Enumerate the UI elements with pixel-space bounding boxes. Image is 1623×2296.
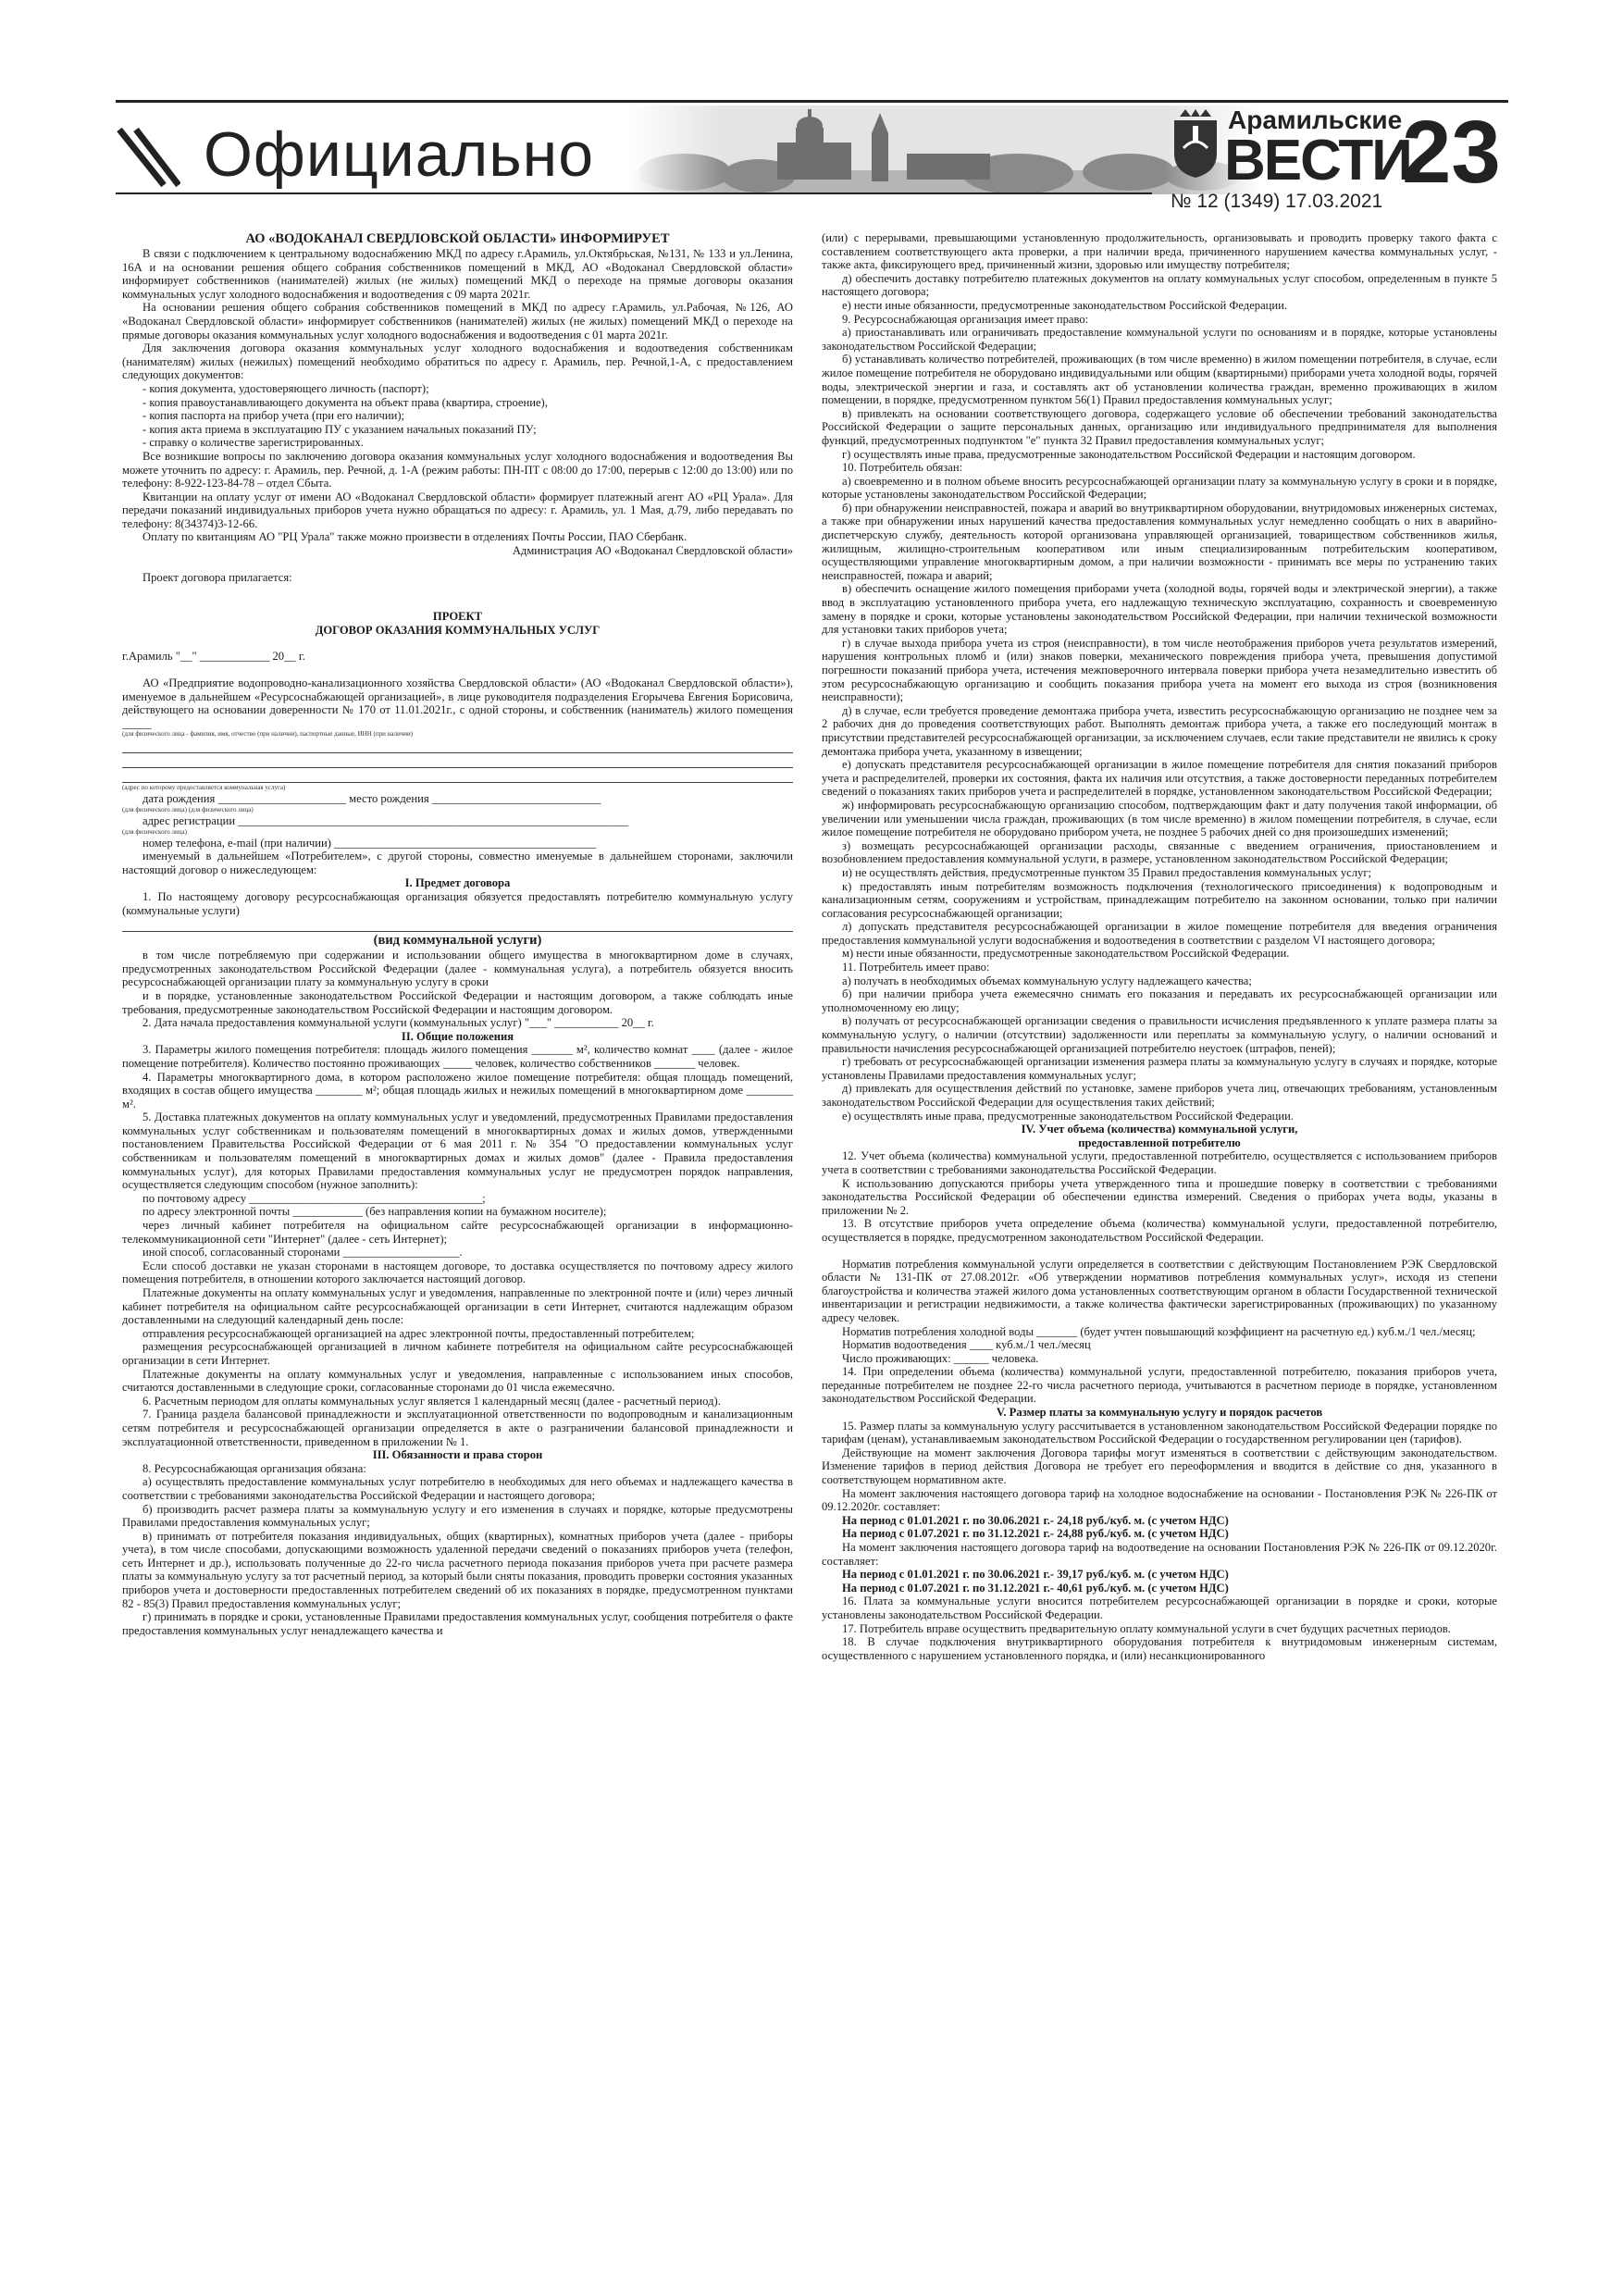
- paragraph: 10. Потребитель обязан:: [842, 461, 963, 475]
- paragraph: в) обеспечить оснащение жилого помещения приборами учета (холодной воды, горячей воды и электрической энергии), а также ввод в эксплуатацию установленного прибора учета, его надлежащую техническую эксплуатацию, сохранность и своевременную замену в порядке и сроки, которые установлены законодательством Российской Федерации, при наличии технической возможности для установки таких приборов учета;: [822, 582, 1497, 637]
- paragraph: Норматив потребления холодной воды _______ (будет учтен повышающий коэффициент на расчетную ед.) куб.м./1 чел./месяц;: [842, 1324, 1476, 1338]
- paragraph: 14. При определении объема (количества) коммунальной услуги, предоставленной потребителю, показания приборов учета, переданные потребителем не позднее 22-го числа расчетного периода, учитываются в расчетном периоде в порядке, установленном законодательством Российской Федерации.: [822, 1365, 1497, 1406]
- paragraph: в) привлекать на основании соответствующего договора, содержащего условие об обеспечении требований законодательства Российской Федерации о защите персональных данных, организацию или индивидуального предпринимателя для выполнения функций, предусмотренных подпунктом "е" пункта 32 Правил предоставления коммунальных услуг;: [822, 406, 1497, 447]
- paragraph: 4. Параметры многоквартирного дома, в котором расположено жилое помещение потребителя: общая площадь помещений, входящих в состав общего имущества ________ м²; общая площадь жилых и нежилых помещений в многоквартирном доме ________ м².: [122, 1070, 793, 1111]
- paragraph: На момент заключения настоящего договора тариф на водоотведение на основании Постановления РЭК № 226-ПК от 09.12.2020г. составляет:: [822, 1541, 1497, 1568]
- paragraph: г) принимать в порядке и сроки, установленные Правилами предоставления коммунальных услуг, сообщения потребителя о факте предоставления коммунальных услуг ненадлежащего качества и: [122, 1610, 793, 1637]
- paragraph: и в порядке, установленные законодательством Российской Федерации и настоящим договором, а также соблюдать иные требования, предусмотренные законодательством Российской Федерации и настоящим договором.: [122, 988, 793, 1016]
- paragraph: г) осуществлять иные права, предусмотренные законодательством Российской Федерации и настоящим договором.: [842, 447, 1416, 461]
- paragraph: к) предоставлять иным потребителям возможность подключения (технологического присоединения) к водопроводным и канализационным сетям, сооружениям и устройствам, принадлежащим потребителю на законном основании, только при наличии согласования ресурсоснабжающей организации;: [822, 879, 1497, 920]
- paragraph: 5. Доставка платежных документов на оплату коммунальных услуг и уведомлений, предусмотренных Правилами предоставления коммунальных услуг собственникам и пользователям помещений в многоквартирных домах и жилых домов, утвержденными постановлением Правительства Российской Федерации от 6 мая 2011 г. № 354 "О предоставлении коммунальных услуг собственникам и пользователям помещений в многоквартирных домах и жилых домов" (далее - Правила предоставления коммунальных услуг), для которых Правилами предоставления коммунальных услуг не предусмотрен порядок направления, осуществляется следующим способом (нужное заполнить):: [122, 1111, 793, 1192]
- signature-line: Администрация АО «Водоканал Свердловской области»: [512, 544, 793, 558]
- paragraph: адрес регистрации ___________________________________________________________________: [142, 814, 629, 827]
- paragraph: по адресу электронной почты ____________ (без направления копии на бумажном носителе);: [142, 1205, 607, 1219]
- tariff-line: На период с 01.01.2021 г. по 30.06.2021 г.- 39,17 руб./куб. м. (с учетом НДС): [842, 1568, 1229, 1582]
- paragraph: а) получать в необходимых объемах коммунальную услугу надлежащего качества;: [842, 974, 1252, 987]
- issue-info: № 12 (1349) 17.03.2021: [1171, 191, 1383, 212]
- paragraph: именуемый в дальнейшем «Потребителем», с другой стороны, совместно именуемые в дальнейшем сторонами, заключили настоящий договор о нижеследующем:: [122, 850, 793, 876]
- paragraph: по почтовому адресу ________________________________________;: [142, 1191, 486, 1205]
- paragraph: Платежные документы на оплату коммунальных услуг и уведомления, направленные по электронной почте и (или) через личный кабинет потребителя на официальном сайте ресурсоснабжающей организации в сети Интернет, считаются надлежащим образом доставленными на следующий календарный день после:: [122, 1286, 793, 1327]
- blank-fill-line: [122, 770, 793, 783]
- notice-heading: АО «ВОДОКАНАЛ СВЕРДЛОВСКОЙ ОБЛАСТИ» ИНФОРМИРУЕТ: [245, 231, 670, 246]
- notice-heading: (вид коммунальной услуги): [373, 933, 542, 949]
- header-top-rule: [116, 100, 1508, 103]
- paragraph: 3. Параметры жилого помещения потребителя: площадь жилого помещения _______ м², количество комнат ____ (далее - жилое помещение потребителя). Количество постоянно проживающих _____ человек, количество собственников _______ человек.: [122, 1043, 793, 1070]
- tariff-line: На период с 01.07.2021 г. по 31.12.2021 г.- 40,61 руб./куб. м. (с учетом НДС): [842, 1581, 1229, 1595]
- header-bottom-rule: [116, 192, 1152, 194]
- paragraph: Действующие на момент заключения Договора тарифы могут изменяться в соответствии с действующим законодательством. Изменение тарифов в период действия Договора не требует его переоформления и вводится в действие со дня, указанного в соответствующем нормативном акте.: [822, 1446, 1497, 1487]
- section-heading: I. Предмет договора: [404, 876, 511, 890]
- paragraph: На основании решения общего собрания собственников помещений в МКД по адресу г.Арамиль, ул.Рабочая, №126, АО «Водоканал Свердловской области» информирует собственников (нанимателей) жилых (не жилых) помещений МКД о переходе на прямые договоры оказания коммунальных услуг холодного водоснабжения и водоотведения с 01 марта 2021г.: [122, 301, 793, 341]
- paragraph: в том числе потребляемую при содержании и использовании общего имущества в многоквартирном доме в случаях, предусмотренных законодательством Российской Федерации (далее - коммунальная услуга), а потребитель обязуется вносить ресурсоснабжающей организации плату за коммунальную услугу в сроки: [122, 949, 793, 989]
- paragraph: Квитанции на оплату услуг от имени АО «Водоканал Свердловской области» формирует платежный агент АО «РЦ Урала». Для передачи показаний индивидуальных приборов учета нужно обращаться по адресу: г. Арамиль, ул. 1 Мая, д.79, либо передавать по телефону: 8(34374)3-12-66.: [122, 490, 793, 530]
- left-column: [122, 231, 793, 1637]
- section-title: Официально: [204, 119, 595, 190]
- paragraph: и) не осуществлять действия, предусмотренные пунктом 35 Правил предоставления коммунальных услуг;: [842, 865, 1372, 879]
- section-heading: ДОГОВОР ОКАЗАНИЯ КОММУНАЛЬНЫХ УСЛУГ: [315, 623, 601, 637]
- paragraph: 13. В отсутствие приборов учета определение объема (количества) коммунальной услуги, предоставленной потребителю, осуществляется в порядке, предусмотренном законодательством Российской Федерации.: [822, 1217, 1497, 1244]
- paragraph: г) в случае выхода прибора учета из строя (неисправности), в том числе неотображения приборов учета результатов измерений, нарушения контрольных пломб и (или) знаков поверки, механического повреждения прибора учета, превышения допустимой погрешности показаний прибора учета, истечения межповерочного интервала поверки прибора учета незамедлительно известить об этом ресурсоснабжающую организацию и сообщить показания прибора учета на момент его выхода из строя (возникновения неисправности);: [822, 636, 1497, 704]
- paragraph: м) нести иные обязанности, предусмотренные законодательством Российской Федерации.: [842, 947, 1290, 961]
- paragraph: Норматив водоотведения ____ куб.м./1 чел./месяц: [842, 1338, 1091, 1352]
- page-number: 23: [1402, 103, 1501, 202]
- spacer: [822, 1245, 1497, 1258]
- logo-top-text: Арамильские: [1228, 105, 1403, 134]
- paragraph: Если способ доставки не указан сторонами в настоящем договоре, то доставка осуществляется по почтовому адресу жилого помещения потребителя, в отношении которого заключается настоящий договор.: [122, 1259, 793, 1286]
- section-heading: предоставленной потребителю: [1078, 1136, 1241, 1149]
- paragraph: - копия паспорта на прибор учета (при его наличии);: [142, 409, 405, 423]
- paragraph: 1. По настоящему договору ресурсоснабжающая организация обязуется предоставлять потребителю коммунальную услугу (коммунальные услуги): [122, 889, 793, 917]
- paragraph: (или) с перерывами, превышающими установленную продолжительность, организовывать и проводить проверку такого факта с составлением соответствующего акта проверки, а при наличии вреда, причиненного нарушением качества коммунальных услуг, - также акта, фиксирующего вред, причиненный жизни, здоровью или имуществу потребителя;: [822, 231, 1497, 272]
- paragraph: 16. Плата за коммунальные услуги вносится потребителем ресурсоснабжающей организации в порядке и сроки, которые установлены законодательством Российской Федерации.: [822, 1595, 1497, 1621]
- paragraph: а) приостанавливать или ограничивать предоставление коммунальной услуги по основаниям и в порядке, которые установлены законодательством Российской Федерации;: [822, 326, 1497, 353]
- paragraph: через личный кабинет потребителя на официальном сайте ресурсоснабжающей организации в информационно-телекоммуникационной сети "Интернет" (далее - сеть Интернет);: [122, 1219, 793, 1246]
- paragraph: б) при наличии прибора учета ежемесячно снимать его показания и передавать их ресурсоснабжающей организации или уполномоченному ею лицу;: [822, 987, 1497, 1014]
- paragraph: Проект договора прилагается:: [142, 570, 292, 584]
- paragraph: 15. Размер платы за коммунальную услугу рассчитывается в установленном законодательством Российской Федерации порядке по тарифам (ценам), устанавливаемым законодательством Российской Федерации о государственном регулировании цен (тарифов).: [822, 1419, 1497, 1446]
- right-column: [822, 231, 1497, 1662]
- paragraph: номер телефона, e-mail (при наличии) _____________________________________________: [142, 836, 597, 850]
- paragraph: г) требовать от ресурсоснабжающей организации изменения размера платы за коммунальную услугу в случаях и порядке, которые установлены Правилами предоставления коммунальных услуг;: [822, 1055, 1497, 1082]
- paragraph: а) осуществлять предоставление коммунальных услуг потребителю в необходимых для него объемах и надлежащего качества в соответствии с требованиями законодательства Российской Федерации и настоящего договора;: [122, 1475, 793, 1502]
- blank-fill-line: [122, 919, 793, 932]
- section-heading: ПРОЕКТ: [432, 610, 483, 624]
- paragraph: в) получать от ресурсоснабжающей организации сведения о правильности исчисления предъявленного к уплате размера платы за коммунальную услугу, о наличии (отсутствии) задолженности или переплаты за коммунальную услугу, о наличии оснований и правильности начисления ресурсоснабжающей организацией потребителю неустоек (штрафов, пеней);: [822, 1014, 1497, 1055]
- paragraph: в) принимать от потребителя показания индивидуальных, общих (квартирных), комнатных приборов учета (далее - приборы учета), в том числе способами, допускающими возможность удаленной передачи сведений о показаниях приборов учета (телефон, сеть Интернет и др.), использовать полученные до 22-го числа расчетного периода показания приборов учета при расчете размера платы за коммунальную услугу за тот расчетный период, за который были сняты показания, проводить проверки состояния указанных приборов учета и достоверности предоставленных потребителем сведений об их показаниях в порядке, предусмотренном пунктами 82 - 85(3) Правил предоставления коммунальных услуг;: [122, 1529, 793, 1610]
- field-caption: (для физического лица): [122, 827, 187, 836]
- paragraph: 11. Потребитель имеет право:: [842, 961, 990, 974]
- field-caption: (для физического лица - фамилия, имя, отчество (при наличии), паспортные данные, ИНН (при наличии): [122, 730, 414, 738]
- paragraph: 18. В случае подключения внутриквартирного оборудования потребителя к внутридомовым инженерным системам, осуществленного с нарушением установленного порядка, и (или) несанкционированного: [822, 1635, 1497, 1662]
- tariff-line: На период с 01.07.2021 г. по 31.12.2021 г.- 24,88 руб./куб. м. (с учетом НДС): [842, 1527, 1229, 1541]
- field-caption: (для физического лица) (для физического лица): [122, 806, 254, 813]
- paragraph: - копия правоустанавливающего документа на объект права (квартира, строение),: [142, 395, 548, 409]
- spacer: [122, 584, 793, 597]
- paragraph: е) нести иные обязанности, предусмотренные законодательством Российской Федерации.: [842, 298, 1288, 312]
- paragraph: д) привлекать для осуществления действий по установке, замене приборов учета лиц, отвечающих требованиям, установленным законодательством Российской Федерации для осуществления таких действий;: [822, 1082, 1497, 1109]
- spacer: [122, 637, 793, 650]
- paragraph: 2. Дата начала предоставления коммунальной услуги (коммунальных услуг) "___" ___________ 20__ г.: [142, 1016, 654, 1030]
- town-emblem-icon: [1171, 107, 1220, 180]
- paragraph: а) своевременно и в полном объеме вносить ресурсоснабжающей организации плату за коммунальную услугу в сроки и в порядке, которые установлены законодательством Российской Федерации;: [822, 474, 1497, 502]
- paragraph: е) допускать представителя ресурсоснабжающей организации в жилое помещение потребителя для снятия показаний приборов учета и распределителей, проверки их состояния, факта их наличия или отсутствия, а также достоверности переданных потребителем сведений о показаниях таких приборов учета и распределителей в порядке, установленном законодательством Российской Федерации;: [822, 758, 1497, 799]
- paragraph: 17. Потребитель вправе осуществить предварительную оплату коммунальной услуги в счет будущих расчетных периодов.: [842, 1621, 1451, 1635]
- section-heading: III. Обязанности и права сторон: [372, 1448, 543, 1462]
- paragraph: размещения ресурсоснабжающей организацией в личном кабинете потребителя на официальном сайте ресурсоснабжающей организации в сети Интернет.: [122, 1340, 793, 1367]
- paragraph: 6. Расчетным периодом для оплаты коммунальных услуг является 1 календарный месяц (далее - расчетный период).: [142, 1394, 721, 1408]
- paragraph: 12. Учет объема (количества) коммунальной услуги, предоставленной потребителю, осуществляется с использованием приборов учета в соответствии с требованиями законодательства Российской Федерации.: [822, 1149, 1497, 1176]
- paragraph: г.Арамиль "__" ____________ 20__ г.: [122, 650, 305, 664]
- paragraph: б) устанавливать количество потребителей, проживающих (в том числе временно) в жилом помещении потребителя, в случае, если жилое помещение потребителя не оборудовано индивидуальными или общим (квартирными) приборами учета холодной воды, горячей воды, электрической энергии и газа, и составлять акт об установлении количества граждан, временно проживающих в жилом помещении, в порядке, предусмотренном пунктом 56(1) Правил предоставления коммунальных услуг;: [822, 353, 1497, 407]
- blank-fill-line: [122, 755, 793, 768]
- paragraph: 7. Граница раздела балансовой принадлежности и эксплуатационной ответственности по водопроводным и канализационным сетям потребителя и ресурсоснабжающей организации определяется в акте о разграничении балансовой принадлежности и эксплуатационной ответственности, приведенном в приложении № 1.: [122, 1408, 793, 1448]
- section-heading: II. Общие положения: [401, 1029, 514, 1043]
- paragraph: Норматив потребления коммунальной услуги определяется в соответствии с действующим Постановлением РЭК Свердловской области № 131-ПК от 27.08.2012г. «Об утверждении нормативов потребления коммунальных услуг», исходя из степени благоустройства и количества этажей жилого дома установленных соответствующим органом в области Государственной технической инвентаризации и регистрации недвижимости, а также количества фактически зарегистрированных (проживающих) по указанному адресу человек.: [822, 1257, 1497, 1324]
- paragraph: Оплату по квитанциям АО "РЦ Урала" также можно произвести в отделениях Почты России, ПАО Сбербанк.: [142, 530, 688, 544]
- paragraph: - копия документа, удостоверяющего личность (паспорт);: [142, 381, 429, 395]
- paragraph: л) допускать представителя ресурсоснабжающей организации в жилое помещение потребителя для введения ограничения предоставления коммунальной услуги водоснабжения и водоотведения в соответствии с разделом VI настоящего договора;: [822, 920, 1497, 947]
- paragraph: 8. Ресурсоснабжающая организация обязана:: [142, 1461, 366, 1475]
- paragraph: - справку о количестве зарегистрированных.: [142, 436, 364, 450]
- paragraph: ж) информировать ресурсоснабжающую организацию способом, подтверждающим факт и дату получения такой информации, об увеличении или уменьшении числа граждан, проживающих (в том числе временно) в жилом помещении потребителя, в случае, если жилое помещение потребителя не оборудовано прибором учета, не позднее 5 рабочих дней со дня произошедших изменений;: [822, 798, 1497, 839]
- paragraph: На момент заключения настоящего договора тариф на холодное водоснабжение на основании - Постановления РЭК № 226-ПК от 09.12.2020г. составляет:: [822, 1486, 1497, 1514]
- field-caption: (адрес по которому предоставляется коммунальная услуга): [122, 784, 286, 792]
- blank-fill-line: [122, 740, 793, 753]
- logo-main-text: ВЕСТИ: [1224, 129, 1411, 192]
- paragraph: д) обеспечить доставку потребителю платежных документов на оплату коммунальных услуг способом, определенным в пункте 5 настоящего договора;: [822, 271, 1497, 299]
- paragraph: отправления ресурсоснабжающей организацией на адрес электронной почты, предоставленный потребителем;: [142, 1326, 695, 1340]
- paragraph: Все возникшие вопросы по заключению договора оказания коммунальных услуг холодного водоснабжения и водоотведения Вы можете уточнить по адресу: г. Арамиль, пер. Речной, д. 1-А (режим работы: ПН-ПТ с 08:00 до 17:00, перерыв с 12:00 до 13:00) или по телефону: 8-922-123-84-78 – отдел Сбыта.: [122, 449, 793, 490]
- section-heading: IV. Учет объема (количества) коммунальной услуги,: [1021, 1123, 1298, 1136]
- paragraph: Платежные документы на оплату коммунальных услуг и уведомления, направленные с использованием иных способов, считаются доставленными в следующие сроки, согласованные сторонами до 01 числа ежемесячно.: [122, 1367, 793, 1395]
- paragraph: б) при обнаружении неисправностей, пожара и аварий во внутриквартирном оборудовании, внутридомовых инженерных системах, а также при обнаружении иных нарушений качества предоставления коммунальных услуг немедленно сообщать о них в аварийно-диспетчерскую службу, деятельность которой организована управляющей организацией, товариществом собственников жилья, жилищным, жилищно-строительным кооперативом или иным специализированным потребительским кооперативом, осуществляющими управление многоквартирным домом, а при наличии возможности - принимать все меры по устранению таких неисправностей, пожара и аварий;: [822, 501, 1497, 582]
- newspaper-header: [116, 100, 1508, 216]
- paragraph: 9. Ресурсоснабжающая организация имеет право:: [842, 312, 1089, 326]
- paragraph: Число проживающих: ______ человека.: [842, 1351, 1039, 1365]
- paragraph: д) в случае, если требуется проведение демонтажа прибора учета, известить ресурсоснабжающую организацию не позднее чем за 2 рабочих дня до проведения соответствующих работ. Выполнять демонтаж прибора учета, а также его последующий монтаж в присутствии представителей ресурсоснабжающей организации, за исключением случаев, если такие представители не явились к сроку демонтажа прибора учета, указанному в извещении;: [822, 703, 1497, 758]
- spacer: [122, 664, 793, 676]
- paragraph: е) осуществлять иные права, предусмотренные законодательством Российской Федерации.: [842, 1109, 1295, 1123]
- spacer: [122, 558, 793, 571]
- paragraph: б) производить расчет размера платы за коммунальную услугу и его изменения в случаях и порядке, которые предусмотрены Правилами предоставления коммунальных услуг;: [122, 1502, 793, 1530]
- paragraph: К использованию допускаются приборы учета утвержденного типа и прошедшие поверку в соответствии с требованиями законодательства Российской Федерации об обеспечении единства измерений. Сведения о приборах учета воды, указаны в приложении № 2.: [822, 1176, 1497, 1217]
- paragraph: АО «Предприятие водопроводно-канализационного хозяйства Свердловской области» (АО «Водоканал Свердловской области»), именуемое в дальнейшем «Ресурсоснабжающей организацией», в лице руководителя подразделения Егорычева Евгения Борисовича, действующего на основании доверенности № 170 от 11.01.2021г., с одной стороны, и собственник (наниматель) жилого помещения _____: [122, 676, 793, 730]
- paragraph: з) возмещать ресурсоснабжающей организации расходы, связанные с введением ограничения, приостановлением и возобновлением предоставления коммунальной услуги, в размере, установленном законодательством Российской Федерации;: [822, 838, 1497, 866]
- double-slash-icon: [116, 128, 180, 189]
- paragraph: дата рождения ______________________ место рождения _____________________________: [142, 792, 601, 806]
- tariff-line: На период с 01.01.2021 г. по 30.06.2021 г.- 24,18 руб./куб. м. (с учетом НДС): [842, 1513, 1229, 1527]
- paragraph: В связи с подключением к центральному водоснабжению МКД по адресу г.Арамиль, ул.Октябрьская, №131, № 133 и ул.Ленина, 16А и на основании решения общего собрания собственников помещений в МКД, АО «Водоканал Свердловской области» информирует собственников (нанимателей) жилых (не жилых) помещений МКД о переходе на прямые договоры оказания коммунальных услуг холодного водоснабжения и водоотведения с 09 марта 2021г.: [122, 247, 793, 301]
- paragraph: иной способ, согласованный сторонами ____________________.: [142, 1246, 463, 1260]
- spacer: [122, 597, 793, 610]
- paragraph: - копия акта приема в эксплуатацию ПУ с указанием начальных показаний ПУ;: [142, 422, 537, 436]
- town-skyline-photo: [629, 105, 1258, 194]
- section-heading: V. Размер платы за коммунальную услугу и порядок расчетов: [996, 1406, 1323, 1420]
- paragraph: Для заключения договора оказания коммунальных услуг холодного водоснабжения и водоотведения собственникам (нанимателям) жилых (нежилых) помещений необходимо обратиться по адресу г. Арамиль, пер. Речной,1-А, с предоставлением следующих документов:: [122, 341, 793, 382]
